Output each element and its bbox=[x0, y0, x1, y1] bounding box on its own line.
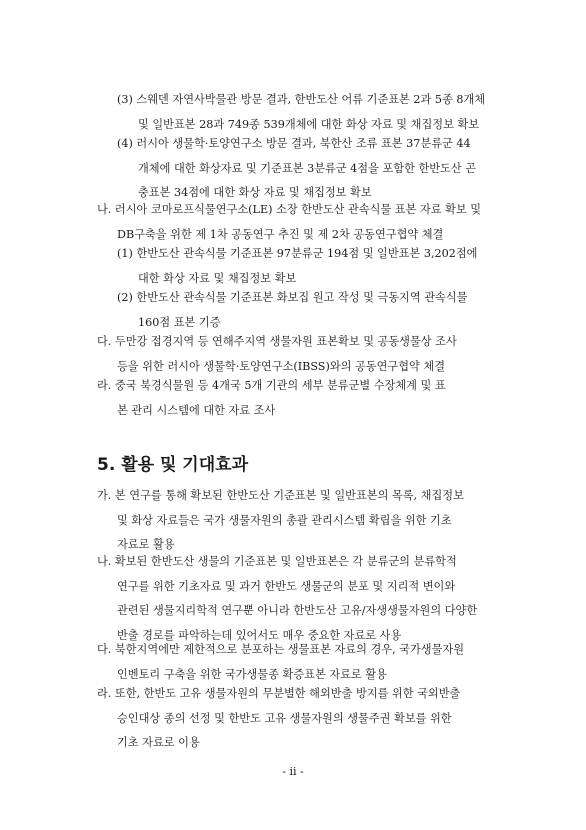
list-item bbox=[97, 682, 460, 756]
item-line: (4) 러시아 생물학·토양연구소 방문 결과, 북한산 조류 표본 37분류군 44 bbox=[117, 137, 471, 150]
item-line: (1) 한반도산 관속식물 기준표본 97분류군 194점 및 일반표본 3,202점에 bbox=[117, 247, 478, 260]
item-line: 기초 자료로 이용 bbox=[117, 736, 200, 749]
item-line: 나. 러시아 코마로프식물연구소(LE) 소장 한반도산 관속식물 표본 자료 확보 및 bbox=[97, 203, 482, 216]
list-item bbox=[97, 330, 457, 379]
list-item bbox=[97, 484, 464, 558]
item-line: 및 일반표본 28과 749종 539개체에 대한 화상 자료 및 채집정보 확보 bbox=[138, 117, 480, 131]
item-line: (2) 한반도산 관속식물 기준표본 화보집 원고 작성 및 극동지역 관속식물 bbox=[117, 291, 468, 304]
list-item bbox=[97, 638, 464, 687]
item-line: (3) 스웨덴 자연사박물관 방문 결과, 한반도산 어류 기준표본 2과 5종 8개체 bbox=[117, 93, 486, 106]
list-item bbox=[97, 198, 481, 247]
list-item bbox=[117, 88, 485, 137]
item-line: 인벤토리 구축을 위한 국가생물종 확증표본 자료로 활용 bbox=[117, 667, 387, 681]
page-number: - ii - bbox=[282, 765, 304, 778]
list-item bbox=[97, 550, 477, 648]
item-line: 가. 본 연구를 통해 확보된 한반도산 기준표본 및 일반표본의 목록, 채집정보 bbox=[97, 489, 464, 502]
item-line: 연구를 위한 기초자료 및 과거 한반도 생물군의 분포 및 지리적 변이와 bbox=[117, 579, 456, 593]
item-line: 반출 경로를 파악하는데 있어서도 매우 중요한 자료로 사용 bbox=[117, 628, 402, 642]
item-line: 개체에 대한 화상자료 및 기준표본 3분류군 4점을 포함한 한반도산 곤 bbox=[138, 161, 477, 175]
item-line: 본 관리 시스템에 대한 자료 조사 bbox=[117, 403, 276, 417]
list-item bbox=[117, 286, 467, 335]
list-item bbox=[117, 132, 476, 206]
item-line: 자료로 활용 bbox=[117, 538, 175, 551]
item-line: 나. 확보된 한반도산 생물의 기준표본 및 일반표본은 각 분류군의 분류학적 bbox=[97, 555, 457, 568]
item-line: 등을 위한 러시아 생물학·토양연구소(IBSS)와의 공동연구협약 체결 bbox=[117, 359, 446, 373]
item-line: 라. 또한, 한반도 고유 생물자원의 무분별한 해외반출 방지를 위한 국외반출 bbox=[97, 687, 461, 700]
item-line: 다. 북한지역에만 제한적으로 분포하는 생물표본 자료의 경우, 국가생물자원 bbox=[97, 643, 465, 656]
item-line: 관련된 생물지리학적 연구뿐 아니라 한반도산 고유/자생생물자원의 다양한 bbox=[117, 604, 478, 617]
list-item bbox=[97, 374, 446, 423]
list-item bbox=[117, 242, 477, 291]
item-line: 160점 표본 기증 bbox=[138, 315, 221, 329]
item-line: 승인대상 종의 선정 및 한반도 고유 생물자원의 생물주권 확보를 위한 bbox=[117, 711, 452, 725]
section-heading: 5. 활용 및 기대효과 bbox=[97, 455, 248, 475]
item-line: 다. 두만강 접경지역 등 연해주지역 생물자원 표본확보 및 공동생물상 조사 bbox=[97, 335, 457, 348]
item-line: 라. 중국 북경식물원 등 4개국 5개 기관의 세부 분류군별 수장체계 및 표 bbox=[97, 379, 446, 392]
item-line: 대한 화상 자료 및 채집정보 확보 bbox=[138, 271, 297, 285]
item-line: 충표본 34점에 대한 화상 자료 및 채집정보 확보 bbox=[138, 186, 372, 199]
item-line: 및 화상 자료들은 국가 생물자원의 총괄 관리시스템 확립을 위한 기초 bbox=[117, 513, 452, 527]
item-line: DB구축을 위한 제 1차 공동연구 추진 및 제 2차 공동연구협약 체결 bbox=[117, 227, 444, 241]
